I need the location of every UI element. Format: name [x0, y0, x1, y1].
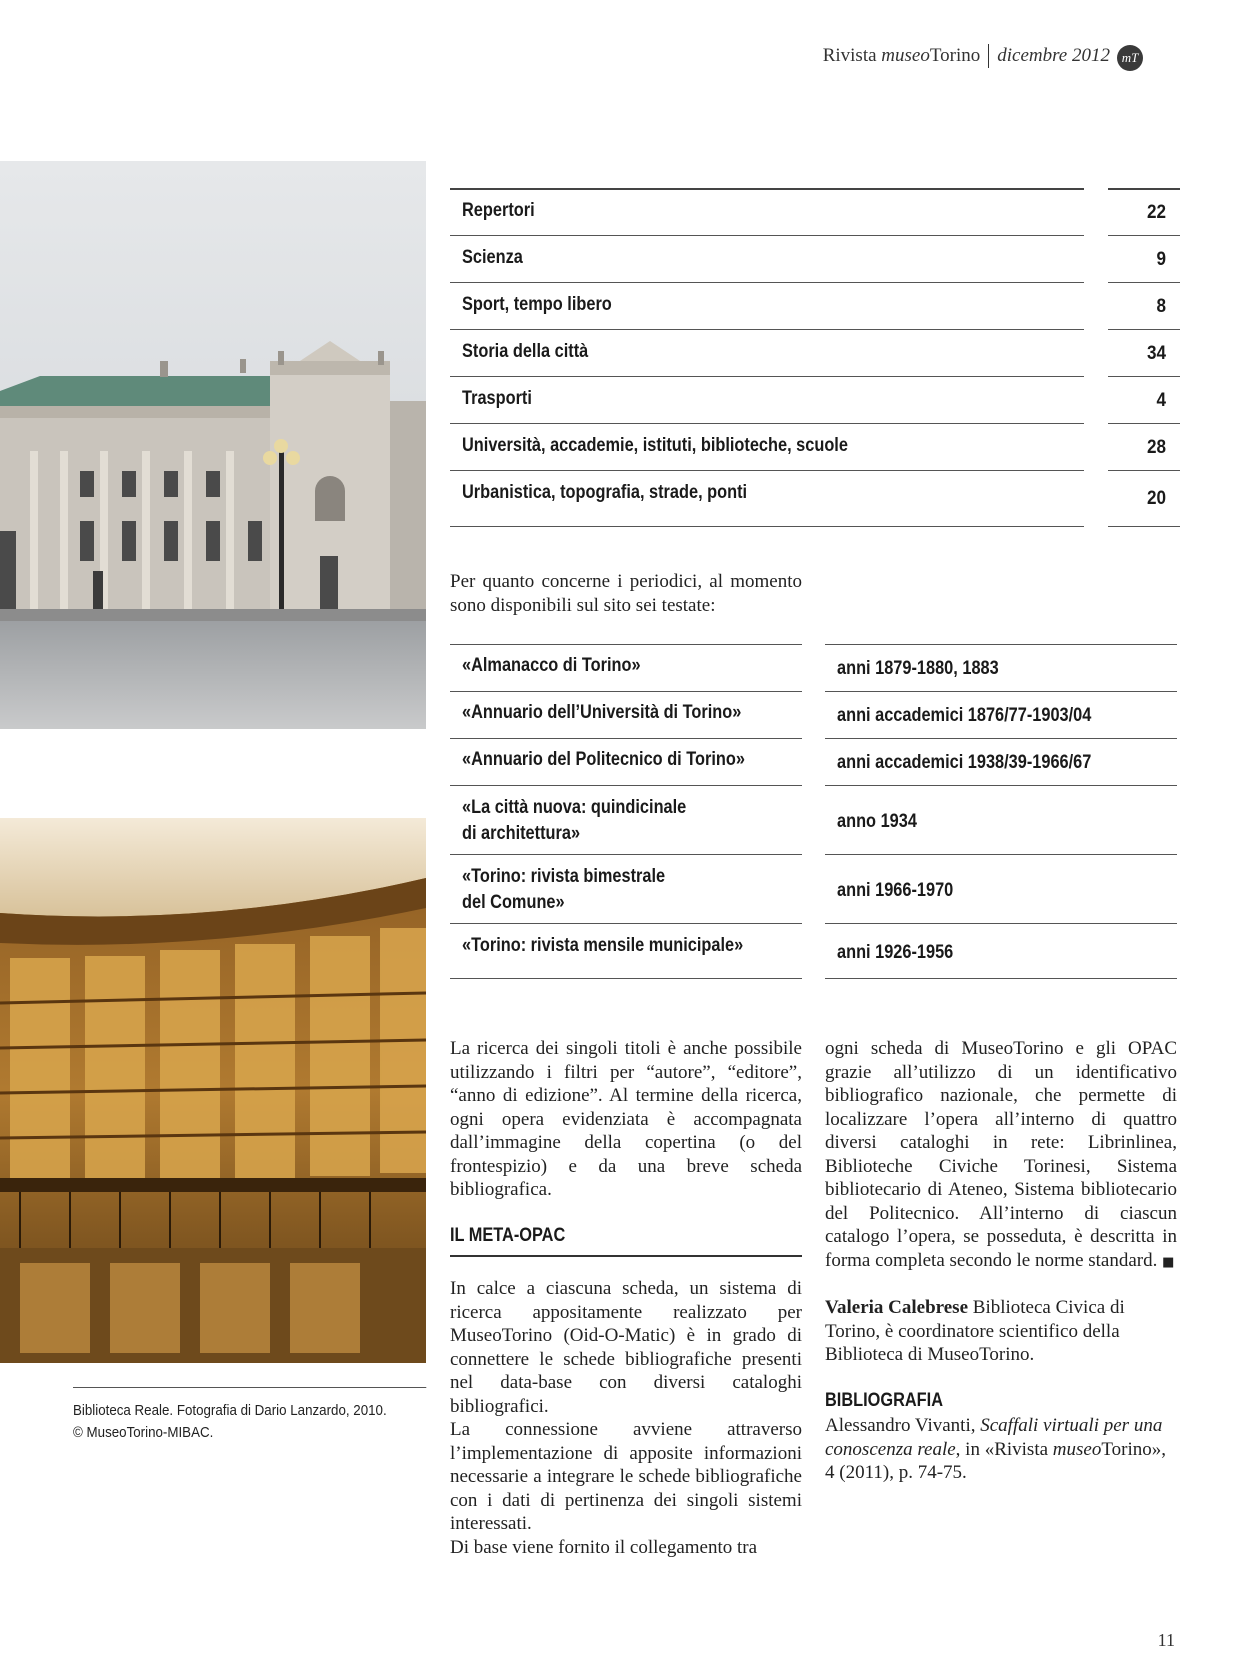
table-rule — [1108, 235, 1180, 236]
table-rule — [450, 470, 1084, 471]
table-rule — [450, 691, 802, 692]
category-count: 8 — [1156, 296, 1166, 317]
bibliography-entry: Alessandro Vivanti, Scaffali virtuali per una conoscenza reale, in «Rivista museoTorino», 4 (2011), p. 74-75. — [825, 1415, 1166, 1483]
table-rule — [1108, 376, 1180, 377]
table-rule — [450, 785, 802, 786]
table-rule — [450, 282, 1084, 283]
category-count: 9 — [1156, 249, 1166, 270]
photo-library-interior — [0, 818, 426, 1363]
paragraph: In calce a ciascuna scheda, un sistema di ricerca appositamente realizzato per MuseoTorino (Oid-O-Matic) è in grado di connettere le schede bibliografiche presenti nel data-base con diversi cataloghi bibliografici. — [450, 1278, 802, 1417]
body-column-left — [450, 1037, 802, 1559]
caption-credit: © MuseoTorino-MIBAC. — [73, 1425, 214, 1441]
caption-line: Biblioteca Reale. Fotografia di Dario Lanzardo, 2010. — [73, 1403, 387, 1419]
table-rule — [825, 854, 1177, 855]
table-rule — [450, 526, 1084, 527]
table-rule — [450, 644, 802, 645]
periodical-title: del Comune» — [462, 892, 565, 913]
magazine-logo: mT — [1117, 45, 1143, 71]
table-rule — [825, 644, 1177, 645]
table-rule — [1108, 188, 1180, 190]
magazine-name: Rivista museoTorino — [822, 45, 981, 66]
paragraph: La ricerca dei singoli titoli è anche possibile utilizzando i filtri per “autore”, “editore”, “anno di edizione”. Al termine della ricerca, ogni opera evidenziata è accompagnata dall’immagine della copertina (o del frontespizio) e da una breve scheda bibliografica. — [450, 1038, 802, 1200]
category-count: 22 — [1146, 202, 1166, 223]
category-label: Scienza — [462, 247, 523, 268]
table-rule — [450, 978, 802, 979]
table-rule — [450, 376, 1084, 377]
section-heading-block — [450, 1224, 802, 1258]
table-rule — [1108, 470, 1180, 471]
category-label: Repertori — [462, 200, 535, 221]
header-divider — [988, 44, 989, 68]
table-rule — [1108, 282, 1180, 283]
category-label: Trasporti — [462, 388, 532, 409]
table-rule — [825, 691, 1177, 692]
table-rule — [450, 423, 1084, 424]
table-rule — [825, 978, 1177, 979]
table-rule — [825, 923, 1177, 924]
periodical-title: «Annuario dell’Università di Torino» — [462, 702, 742, 723]
periodical-years: anni 1966-1970 — [837, 880, 954, 901]
author-name: Valeria Calebrese — [825, 1297, 969, 1318]
running-header — [823, 44, 1110, 68]
table-rule — [450, 923, 802, 924]
table-rule — [825, 785, 1177, 786]
periodical-years: anno 1934 — [837, 811, 917, 832]
intro-paragraph: Per quanto concerne i periodici, al momento sono disponibili sul sito sei testate: — [450, 571, 802, 616]
body-column-right — [825, 1037, 1177, 1485]
table-rule — [1108, 423, 1180, 424]
issue-date: dicembre 2012 — [997, 45, 1110, 66]
category-count: 4 — [1156, 390, 1166, 411]
periodical-title: «La città nuova: quindicinale — [462, 797, 687, 818]
periodical-title: «Annuario del Politecnico di Torino» — [462, 749, 745, 770]
bibliography-heading: BIBLIOGRAFIA — [825, 1389, 944, 1411]
category-label: Storia della città — [462, 341, 589, 362]
category-label: Urbanistica, topografia, strade, ponti — [462, 482, 748, 503]
table-rule — [1108, 329, 1180, 330]
table-rule — [825, 738, 1177, 739]
table-rule — [450, 329, 1084, 330]
paragraph: La connessione avviene attraverso l’implementazione di apposite informazioni necessarie a integrare le schede bibliografiche con i dati di pertinenza dei singoli sistemi interessati. — [450, 1419, 802, 1534]
table-rule — [450, 738, 802, 739]
paragraph: ogni scheda di MuseoTorino e gli OPAC grazie all’utilizzo di un identificativo bibliografico nazionale, che permette di localizzare l’opera all’interno di quattro diversi cataloghi in rete: Librinlinea, Biblioteche Civiche Torinesi, Sistema bibliotecario di Ateneo, Sistema bibliotecario del Politecnico. All’interno di ciascun catalogo l’opera, se posseduta, è descritta in forma completa secondo le norme standard. ■ — [825, 1038, 1177, 1271]
page-number: 11 — [1157, 1630, 1175, 1650]
periodical-title: «Torino: rivista bimestrale — [462, 866, 666, 887]
author-note: Valeria Calebrese Biblioteca Civica di Torino, è coordinatore scientifico della Biblioteca di MuseoTorino. — [825, 1297, 1125, 1365]
facade-illustration — [0, 161, 426, 729]
category-label: Sport, tempo libero — [462, 294, 612, 315]
photo-library-facade — [0, 161, 426, 729]
category-count: 28 — [1146, 437, 1166, 458]
table-rule — [450, 854, 802, 855]
category-count: 20 — [1146, 488, 1166, 509]
interior-illustration — [0, 818, 426, 1363]
periodical-years: anni 1879-1880, 1883 — [837, 658, 999, 679]
category-label: Università, accademie, istituti, biblioteche, scuole — [462, 435, 848, 456]
end-mark: ■ — [1162, 1254, 1175, 1270]
section-heading: IL META-OPAC — [450, 1224, 566, 1246]
periodical-title: «Almanacco di Torino» — [462, 655, 641, 676]
category-count: 34 — [1146, 343, 1166, 364]
periodical-years: anni accademici 1938/39-1966/67 — [837, 752, 1092, 773]
periodical-title: di architettura» — [462, 823, 581, 844]
table-rule — [1108, 526, 1180, 527]
periodical-title: «Torino: rivista mensile municipale» — [462, 935, 744, 956]
photo-caption — [73, 1387, 426, 1444]
paragraph: Di base viene fornito il collegamento tra — [450, 1536, 758, 1558]
table-rule — [450, 235, 1084, 236]
periodical-years: anni 1926-1956 — [837, 942, 954, 963]
table-rule — [450, 188, 1084, 190]
periodical-years: anni accademici 1876/77-1903/04 — [837, 705, 1092, 726]
